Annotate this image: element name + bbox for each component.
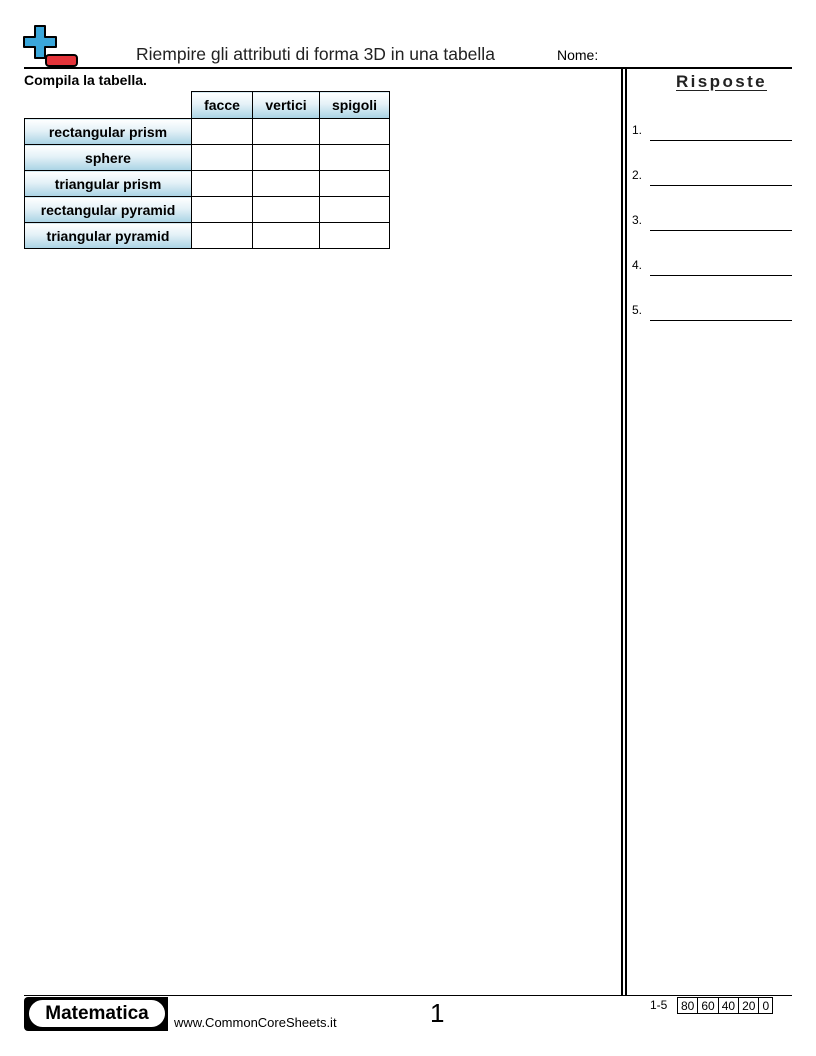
brand-label: Matematica — [29, 1000, 165, 1027]
answer-underline — [650, 140, 792, 141]
answer-line-2[interactable] — [632, 168, 792, 186]
score-range-label: 1-5 — [650, 998, 668, 1012]
footer-rule — [24, 995, 792, 996]
answer-cell[interactable] — [253, 119, 320, 145]
answer-number: 2. — [632, 168, 643, 182]
answer-cell[interactable] — [253, 171, 320, 197]
answer-cell[interactable] — [192, 197, 253, 223]
column-header-vertici: vertici — [253, 92, 320, 119]
score-cell: 80 — [678, 998, 698, 1014]
answer-underline — [650, 275, 792, 276]
column-header-spigoli: spigoli — [320, 92, 390, 119]
table-row — [25, 223, 390, 249]
answer-cell[interactable] — [253, 197, 320, 223]
brand-badge — [24, 997, 168, 1031]
column-divider — [621, 68, 623, 995]
answer-cell[interactable] — [320, 145, 390, 171]
row-header: rectangular pyramid — [25, 197, 192, 223]
score-cell: 60 — [698, 998, 718, 1014]
answer-number: 3. — [632, 213, 643, 227]
answer-underline — [650, 320, 792, 321]
answer-cell[interactable] — [320, 223, 390, 249]
score-cell: 40 — [718, 998, 738, 1014]
answer-cell[interactable] — [320, 119, 390, 145]
table-row — [25, 197, 390, 223]
table-corner — [25, 92, 192, 119]
plus-minus-logo-icon — [22, 24, 80, 68]
page-number: 1 — [430, 998, 445, 1028]
answer-cell[interactable] — [253, 223, 320, 249]
answer-line-5[interactable] — [632, 303, 792, 321]
answer-number: 4. — [632, 258, 643, 272]
answer-cell[interactable] — [192, 223, 253, 249]
answer-line-1[interactable] — [632, 123, 792, 141]
score-cell: 0 — [759, 998, 773, 1014]
answer-cell[interactable] — [320, 197, 390, 223]
column-header-facce: facce — [192, 92, 253, 119]
row-header: triangular pyramid — [25, 223, 192, 249]
answer-underline — [650, 230, 792, 231]
answers-title: Risposte — [676, 72, 767, 91]
answer-number: 1. — [632, 123, 643, 137]
answer-cell[interactable] — [192, 145, 253, 171]
answer-cell[interactable] — [192, 119, 253, 145]
table-row — [25, 119, 390, 145]
header-rule — [24, 67, 792, 69]
answer-cell[interactable] — [320, 171, 390, 197]
answer-cell[interactable] — [192, 171, 253, 197]
answer-cell[interactable] — [253, 145, 320, 171]
shape-attributes-table — [24, 91, 390, 249]
row-header: triangular prism — [25, 171, 192, 197]
answer-line-3[interactable] — [632, 213, 792, 231]
table-row — [25, 171, 390, 197]
table-row — [25, 145, 390, 171]
instructions: Compila la tabella. — [24, 72, 147, 88]
table-header-row — [25, 92, 390, 119]
column-divider-inner — [625, 68, 627, 995]
answer-underline — [650, 185, 792, 186]
score-cell: 20 — [739, 998, 759, 1014]
website-link[interactable]: www.CommonCoreSheets.it — [174, 1015, 337, 1030]
score-row — [678, 998, 773, 1014]
answer-number: 5. — [632, 303, 643, 317]
worksheet-title: Riempire gli attributi di forma 3D in una tabella — [136, 44, 495, 64]
score-table — [677, 997, 773, 1014]
row-header: sphere — [25, 145, 192, 171]
row-header: rectangular prism — [25, 119, 192, 145]
answer-line-4[interactable] — [632, 258, 792, 276]
name-label: Nome: — [557, 47, 599, 63]
